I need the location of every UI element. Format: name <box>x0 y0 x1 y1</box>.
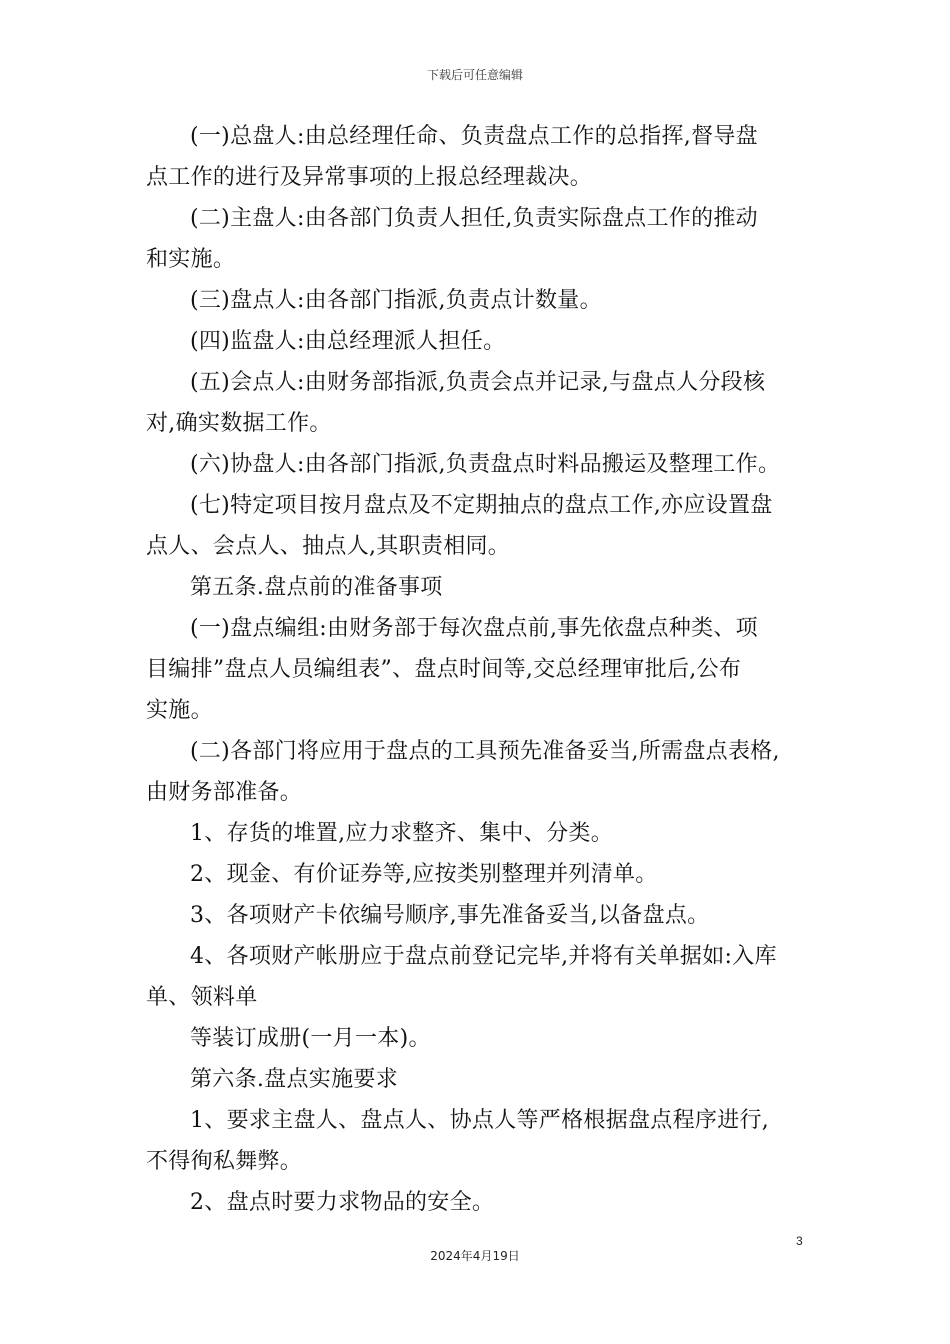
text-line: (一)总盘人:由总经理任命、负责盘点工作的总指挥,督导盘 <box>190 124 758 149</box>
text-line: 对,确实数据工作。 <box>146 411 332 436</box>
text-line: 2、盘点时要力求物品的安全。 <box>190 1190 495 1215</box>
page-header: 下载后可任意编辑 <box>426 68 523 82</box>
text-line: 第五条.盘点前的准备事项 <box>190 575 443 600</box>
text-line: (六)协盘人:由各部门指派,负责盘点时料品搬运及整理工作。 <box>190 452 781 477</box>
text-line: 和实施。 <box>146 247 236 272</box>
text-line: 1、要求主盘人、盘点人、协点人等严格根据盘点程序进行, <box>190 1108 770 1133</box>
text-line: 点人、会点人、抽点人,其职责相同。 <box>146 534 511 559</box>
text-line: (二)各部门将应用于盘点的工具预先准备妥当,所需盘点表格, <box>190 739 780 764</box>
page-footer-date: 2024年4月19日 <box>430 1249 520 1263</box>
text-line: 实施。 <box>146 698 213 723</box>
document-body <box>146 116 814 1223</box>
text-line: 4、各项财产帐册应于盘点前登记完毕,并将有关单据如:入库 <box>190 944 777 969</box>
text-line: 等装订成册(一月一本)。 <box>190 1026 431 1051</box>
text-line: (三)盘点人:由各部门指派,负责点计数量。 <box>190 288 602 313</box>
text-line: 第六条.盘点实施要求 <box>190 1067 398 1092</box>
text-line: 1、存货的堆置,应力求整齐、集中、分类。 <box>190 821 613 846</box>
text-line: 2、现金、有价证券等,应按类别整理并列清单。 <box>190 862 658 887</box>
text-line: (四)监盘人:由总经理派人担任。 <box>190 329 506 354</box>
text-line: 不得徇私舞弊。 <box>146 1149 303 1174</box>
text-line: 由财务部准备。 <box>146 780 303 805</box>
text-line: 单、领料单 <box>146 985 258 1010</box>
text-line: (一)盘点编组:由财务部于每次盘点前,事先依盘点种类、项 <box>190 616 758 641</box>
text-line: 点工作的进行及异常事项的上报总经理裁决。 <box>146 165 593 190</box>
page-number: 3 <box>796 1234 803 1248</box>
text-line: (五)会点人:由财务部指派,负责会点并记录,与盘点人分段核 <box>190 370 766 395</box>
text-line: (二)主盘人:由各部门负责人担任,负责实际盘点工作的推动 <box>190 206 758 231</box>
text-line: 目编排”盘点人员编组表”、盘点时间等,交总经理审批后,公布 <box>146 657 742 682</box>
text-line: 3、各项财产卡依编号顺序,事先准备妥当,以备盘点。 <box>190 903 710 928</box>
text-line: (七)特定项目按月盘点及不定期抽点的盘点工作,亦应设置盘 <box>190 493 773 518</box>
